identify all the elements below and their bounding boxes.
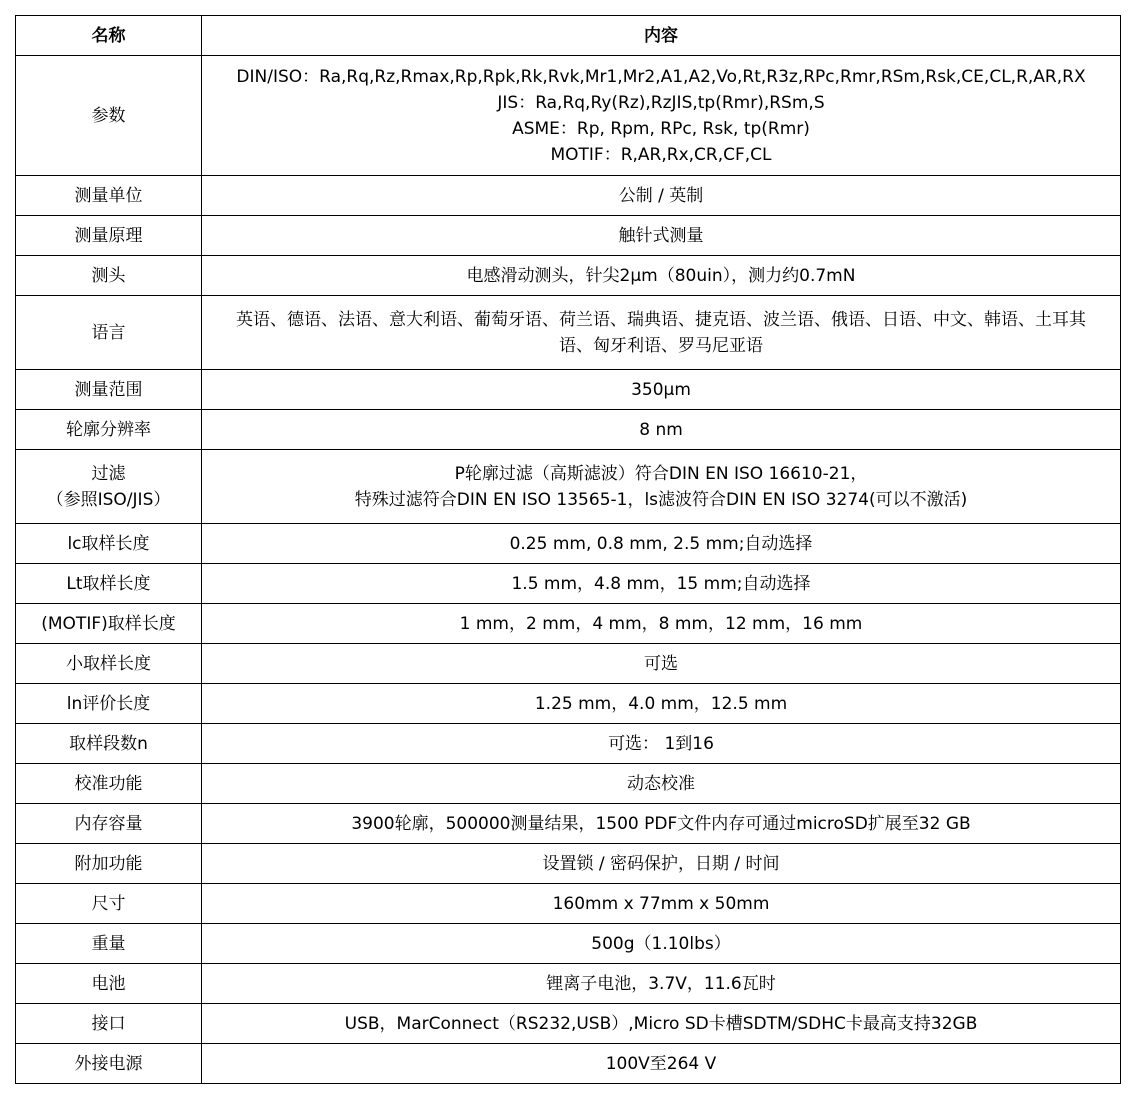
header-row xyxy=(16,16,1121,56)
row-value: USB，MarConnect（RS232,USB）,Micro SD卡槽SDTM/SDHC卡最高支持32GB xyxy=(202,1004,1121,1044)
table-row xyxy=(16,884,1121,924)
cell-line: 参数 xyxy=(91,105,126,126)
row-name: 接口 xyxy=(16,1004,202,1044)
cell-line: ASME：Rp, Rpm, RPc, Rsk, tp(Rmr) xyxy=(512,118,810,139)
row-name: 内存容量 xyxy=(16,804,202,844)
table-row xyxy=(16,56,1121,176)
header-content: 内容 xyxy=(202,16,1121,56)
row-value: 100V至264 V xyxy=(202,1044,1121,1084)
row-value: 动态校准 xyxy=(202,764,1121,804)
row-name: 电池 xyxy=(16,964,202,1004)
row-value: 160mm x 77mm x 50mm xyxy=(202,884,1121,924)
row-value: 公制 / 英制 xyxy=(202,176,1121,216)
table-row xyxy=(16,604,1121,644)
table-row xyxy=(16,684,1121,724)
row-name: 测量单位 xyxy=(16,176,202,216)
table-row xyxy=(16,844,1121,884)
row-value xyxy=(202,56,1121,176)
row-name: 外接电源 xyxy=(16,1044,202,1084)
row-name: 取样段数n xyxy=(16,724,202,764)
table-row xyxy=(16,924,1121,964)
header-name: 名称 xyxy=(16,16,202,56)
row-value: 1 mm，2 mm，4 mm，8 mm，12 mm，16 mm xyxy=(202,604,1121,644)
row-value: 1.25 mm，4.0 mm，12.5 mm xyxy=(202,684,1121,724)
table-row xyxy=(16,296,1121,370)
cell-line: （参照ISO/JIS） xyxy=(46,489,171,510)
row-name: 校准功能 xyxy=(16,764,202,804)
table-row xyxy=(16,370,1121,410)
row-name: 测量范围 xyxy=(16,370,202,410)
table-row xyxy=(16,450,1121,524)
row-name: ln评价长度 xyxy=(16,684,202,724)
table-row xyxy=(16,524,1121,564)
table-row xyxy=(16,1044,1121,1084)
table-row xyxy=(16,964,1121,1004)
table-row xyxy=(16,410,1121,450)
table-row xyxy=(16,176,1121,216)
row-name: 轮廓分辨率 xyxy=(16,410,202,450)
row-value: 3900轮廓，500000测量结果，1500 PDF文件内存可通过microSD扩展至32 GB xyxy=(202,804,1121,844)
table-row xyxy=(16,564,1121,604)
row-name: 附加功能 xyxy=(16,844,202,884)
table-row xyxy=(16,724,1121,764)
cell-line: 特殊过滤符合DIN EN ISO 13565-1，ls滤波符合DIN EN ISO 3274(可以不激活) xyxy=(354,489,968,510)
cell-line: 过滤 xyxy=(91,463,126,484)
spec-table xyxy=(15,15,1121,1084)
row-value: 1.5 mm，4.8 mm，15 mm;自动选择 xyxy=(202,564,1121,604)
row-value: 8 nm xyxy=(202,410,1121,450)
row-name: lc取样长度 xyxy=(16,524,202,564)
row-name: 重量 xyxy=(16,924,202,964)
row-value: 可选： 1到16 xyxy=(202,724,1121,764)
row-value: 可选 xyxy=(202,644,1121,684)
row-name xyxy=(16,56,202,176)
table-row xyxy=(16,1004,1121,1044)
row-value: 0.25 mm, 0.8 mm, 2.5 mm;自动选择 xyxy=(202,524,1121,564)
row-value: 锂离子电池，3.7V，11.6瓦时 xyxy=(202,964,1121,1004)
row-value: 触针式测量 xyxy=(202,216,1121,256)
row-name: Lt取样长度 xyxy=(16,564,202,604)
cell-line: MOTIF：R,AR,Rx,CR,CF,CL xyxy=(550,144,772,165)
row-value: 设置锁 / 密码保护，日期 / 时间 xyxy=(202,844,1121,884)
table-row xyxy=(16,644,1121,684)
row-name xyxy=(16,450,202,524)
row-name: (MOTIF)取样长度 xyxy=(16,604,202,644)
table-row xyxy=(16,764,1121,804)
cell-line: DIN/ISO：Ra,Rq,Rz,Rmax,Rp,Rpk,Rk,Rvk,Mr1,Mr2,A1,A2,Vo,Rt,R3z,RPc,Rmr,RSm,Rsk,CE,CL,R,AR,RX xyxy=(236,66,1086,87)
row-value: 电感滑动测头，针尖2µm（80uin），测力约0.7mN xyxy=(202,256,1121,296)
cell-line: P轮廓过滤（高斯滤波）符合DIN EN ISO 16610-21， xyxy=(454,463,868,484)
row-value xyxy=(202,296,1121,370)
row-value: 350µm xyxy=(202,370,1121,410)
row-name: 尺寸 xyxy=(16,884,202,924)
table-row xyxy=(16,256,1121,296)
cell-text: 英语、德语、法语、意大利语、葡萄牙语、荷兰语、瑞典语、捷克语、波兰语、俄语、日语、中文、韩语、土耳其语、匈牙利语、罗马尼亚语 xyxy=(236,309,1086,356)
row-name: 测量原理 xyxy=(16,216,202,256)
row-value xyxy=(202,450,1121,524)
row-value: 500g（1.10lbs） xyxy=(202,924,1121,964)
table-row xyxy=(16,804,1121,844)
table-row xyxy=(16,216,1121,256)
row-name: 测头 xyxy=(16,256,202,296)
row-name: 小取样长度 xyxy=(16,644,202,684)
row-name: 语言 xyxy=(16,296,202,370)
cell-line: JIS：Ra,Rq,Ry(Rz),RzJIS,tp(Rmr),RSm,S xyxy=(497,92,825,113)
